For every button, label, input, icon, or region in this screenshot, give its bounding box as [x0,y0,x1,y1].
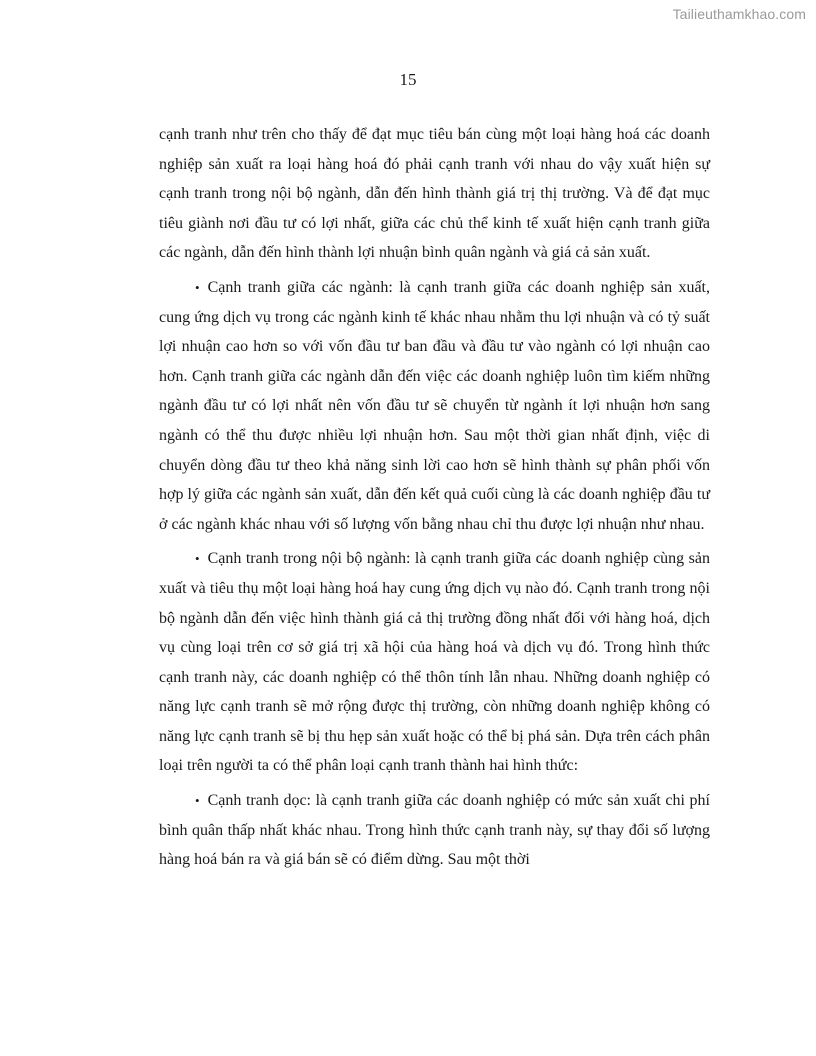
bullet-competition-between-industries [159,273,710,539]
bullet-icon: • [195,279,200,295]
bullet-icon: • [195,793,200,809]
page-number: 15 [399,70,417,89]
bullet-text: Cạnh tranh dọc: là cạnh tranh giữa các doanh nghiệp có mức sản xuất chi phí bình quân thấp nhất khác nhau. Trong hình thức cạnh tranh này, sự thay đổi số lượng hàng hoá bán ra và giá bán sẽ có điểm dừng. Sau một thời [159,792,710,869]
bullet-competition-within-industry [159,544,710,781]
document-body [159,120,710,875]
bullet-icon: • [195,551,200,567]
bullet-text: Cạnh tranh giữa các ngành: là cạnh tranh giữa các doanh nghiệp sản xuất, cung ứng dịch vụ trong các ngành kinh tế khác nhau nhằm thu lợi nhuận và có tỷ suất lợi nhuận cao hơn so với vốn đầu tư ban đầu và đầu tư vào ngành có lợi nhuận cao hơn. Cạnh tranh giữa các ngành dẫn đến việc các doanh nghiệp luôn tìm kiếm những ngành đầu tư có lợi nhất nên vốn đầu tư sẽ chuyển từ ngành ít lợi nhuận hơn sang ngành có thể thu được nhiều lợi nhuận hơn. Sau một thời gian nhất định, việc di chuyển dòng đầu tư theo khả năng sinh lời cao hơn sẽ hình thành sự phân phối vốn hợp lý giữa các ngành sản xuất, dẫn đến kết quả cuối cùng là các doanh nghiệp đầu tư ở các ngành khác nhau với số lượng vốn bằng nhau chỉ thu được lợi nhuận như nhau. [159,278,710,533]
bullet-vertical-competition [159,786,710,875]
watermark: Tailieuthamkhao.com [672,6,806,22]
bullet-text: Cạnh tranh trong nội bộ ngành: là cạnh tranh giữa các doanh nghiệp cùng sản xuất và tiêu thụ một loại hàng hoá hay cung ứng dịch vụ nào đó. Cạnh tranh trong nội bộ ngành dẫn đến việc hình thành giá cả thị trường đồng nhất đối với hàng hoá, dịch vụ cùng loại trên cơ sở giá trị xã hội của hàng hoá và dịch vụ đó. Trong hình thức cạnh tranh này, các doanh nghiệp có thể thôn tính lẫn nhau. Những doanh nghiệp có năng lực cạnh tranh sẽ mở rộng được thị trường, còn những doanh nghiệp không có năng lực cạnh tranh sẽ bị thu hẹp sản xuất hoặc có thể bị phá sản. Dựa trên cách phân loại trên người ta có thể phân loại cạnh tranh thành hai hình thức: [159,550,710,775]
paragraph-intro: cạnh tranh như trên cho thấy để đạt mục tiêu bán cùng một loại hàng hoá các doanh nghiệp sản xuất ra loại hàng hoá đó phải cạnh tranh với nhau do vậy xuất hiện sự cạnh tranh trong nội bộ ngành, dẫn đến hình thành giá trị thị trường. Và để đạt mục tiêu giành nơi đầu tư có lợi nhất, giữa các chủ thể kinh tế xuất hiện cạnh tranh giữa các ngành, dẫn đến hình thành lợi nhuận bình quân ngành và giá cả sản xuất. [159,126,710,262]
